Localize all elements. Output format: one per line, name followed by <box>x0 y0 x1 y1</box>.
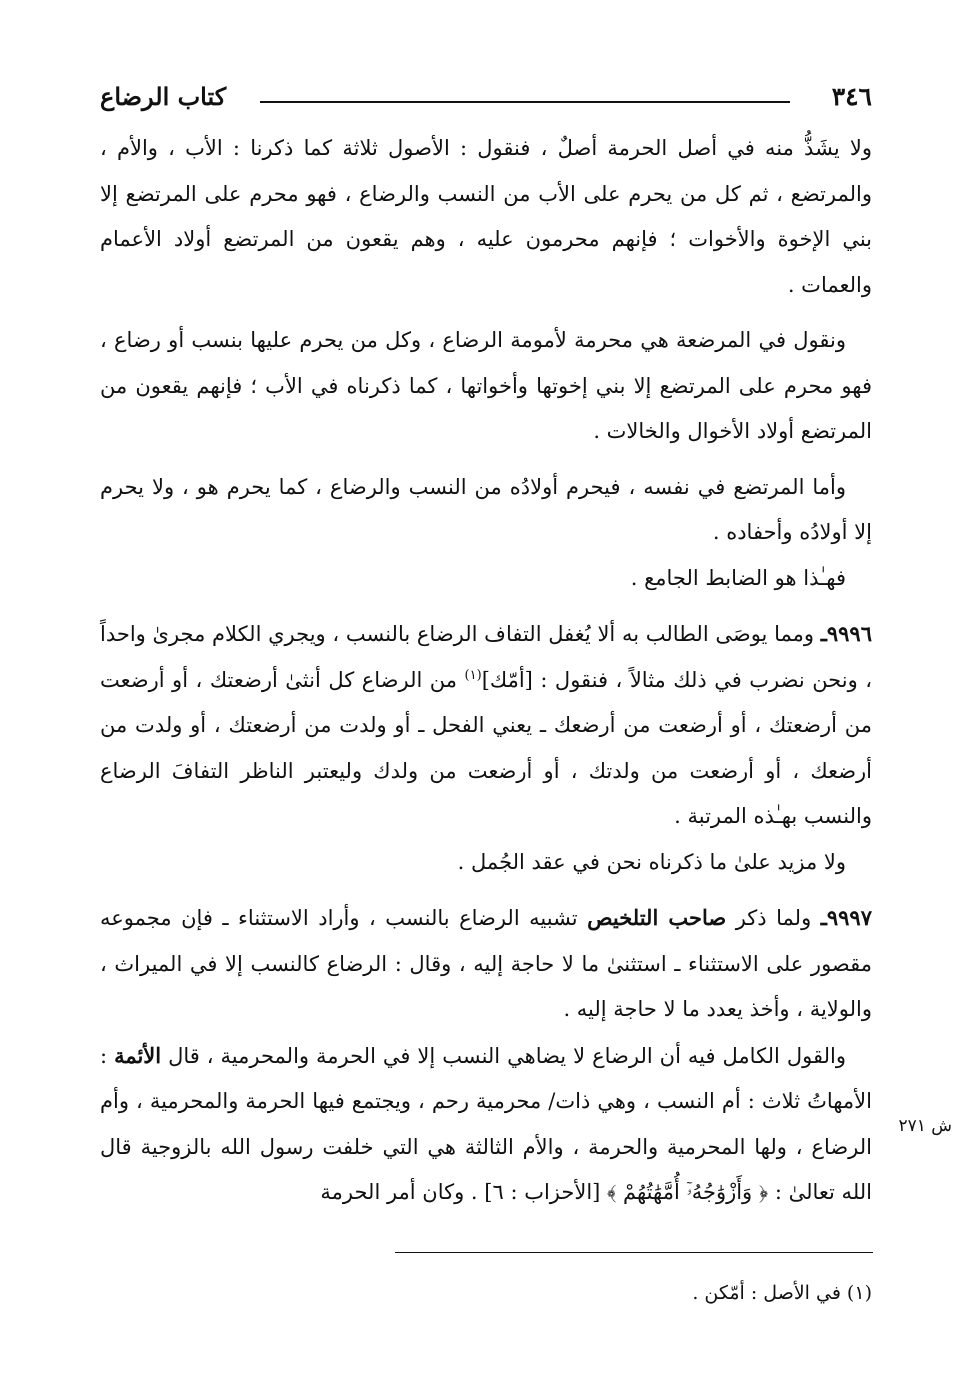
page-header <box>100 82 872 122</box>
paragraph-9997-text-b: تشبيه الرضاع بالنسب ، وأراد الاستثناء ـ فإن مجموعه مقصور على الاستثناء ـ استثنىٰ ما لا حاجة إليه ، وقال : الرضاع كالنسب إلا في الميراث ، والولاية ، وأخذ يعدد ما لا حاجة إليه . <box>100 906 872 1021</box>
paragraph-8-text-b: : الأمهاتُ ثلاث : أم النسب ، وهي ذات/ محرمية رحم ، ويجتمع فيها الحرمة والمحرمية ، وأم الرضاع ، ولها المحرمية والحرمة ، والأم الثالثة هي التي خلفت رسول الله بالزوجية قال الله تعالىٰ : ﴿ وَأَزْوَٰجُهُۥٓ أُمَّهَٰتُهُمْ ﴾ [الأحزاب : ٦] . وكان أمر الحرمة <box>100 1043 872 1204</box>
paragraph-8 <box>100 1033 872 1216</box>
section-number-9996: ٩٩٩٦ـ <box>820 621 872 646</box>
footnote: (١) في الأصل : أمّكن . <box>692 1282 872 1304</box>
paragraph-8-text-a: والقول الكامل فيه أن الرضاع لا يضاهي النسب إلا في الحرمة والمحرمية ، قال <box>161 1043 846 1068</box>
main-text <box>100 126 872 1216</box>
paragraph-4: فهـٰذا هو الضابط الجامع . <box>630 565 846 590</box>
footnote-rule <box>395 1252 873 1253</box>
paragraph-6: ولا مزيد علىٰ ما ذكرناه نحن في عقد الجُمل . <box>457 849 846 874</box>
header-rule <box>260 101 790 103</box>
section-number-9997: ٩٩٩٧ـ <box>820 905 872 930</box>
footnote-reference[interactable]: (١) <box>464 667 482 683</box>
bold-term-aimma: الأئمة <box>114 1042 162 1068</box>
paragraph-9997-text-a: ولما ذكر <box>726 906 821 930</box>
running-title: كتاب الرضاع <box>100 82 227 111</box>
paragraph-9996 <box>100 611 872 840</box>
paragraph-9996-text-a: ومما يوصَى الطالب به ألا يُغفل التفاف الرضاع بالنسب ، ويجري الكلام مجرىٰ واحداً ، ونحن نضرب في ذلك مثالاً ، فنقول : [أمّك] <box>100 622 872 692</box>
page-number: ٣٤٦ <box>831 82 872 111</box>
paragraph-9996-text-b: من الرضاع كل أنثىٰ أرضعتك ، أو أرضعت من أرضعتك ، أو أرضعت من أرضعك ـ يعني الفحل ـ أو ولدت من أرضعتك ، أو ولدت من أرضعك ، أو أرضعت من ولدتك ، أو أرضعت من ولدك وليعتبر الناظر التفافَ الرضاع والنسب بهـٰذه المرتبة . <box>100 667 872 828</box>
paragraph-1: ولا يشَذُّ منه في أصل الحرمة أصلٌ ، فنقول : الأصول ثلاثة كما ذكرنا : الأب ، والأم ، والمرتضع ، ثم كل من يحرم على الأب من النسب والرضاع ، فهو محرم على المرتضع إلا بني الإخوة والأخوات ؛ فإنهم محرمون عليه ، وهم يقعون من المرتضع أولاد الأعمام والعمات . <box>100 136 872 297</box>
paragraph-9997 <box>100 895 872 1033</box>
paragraph-3: وأما المرتضع في نفسه ، فيحرم أولادُه من النسب والرضاع ، كما يحرم هو ، ولا يحرم إلا أولادُه وأحفاده . <box>100 474 872 544</box>
bold-term-talkhis: صاحب التلخيص <box>587 905 727 930</box>
manuscript-folio-note: ش ٢٧١ <box>898 1116 952 1136</box>
paragraph-2: ونقول في المرضعة هي محرمة لأمومة الرضاع ، وكل من يحرم عليها بنسب أو رضاع ، فهو محرم على المرتضع إلا بني إخوتها وأخواتها ، كما ذكرناه في الأب ؛ فإنهم يقعون من المرتضع أولاد الأخوال والخالات . <box>100 328 872 443</box>
